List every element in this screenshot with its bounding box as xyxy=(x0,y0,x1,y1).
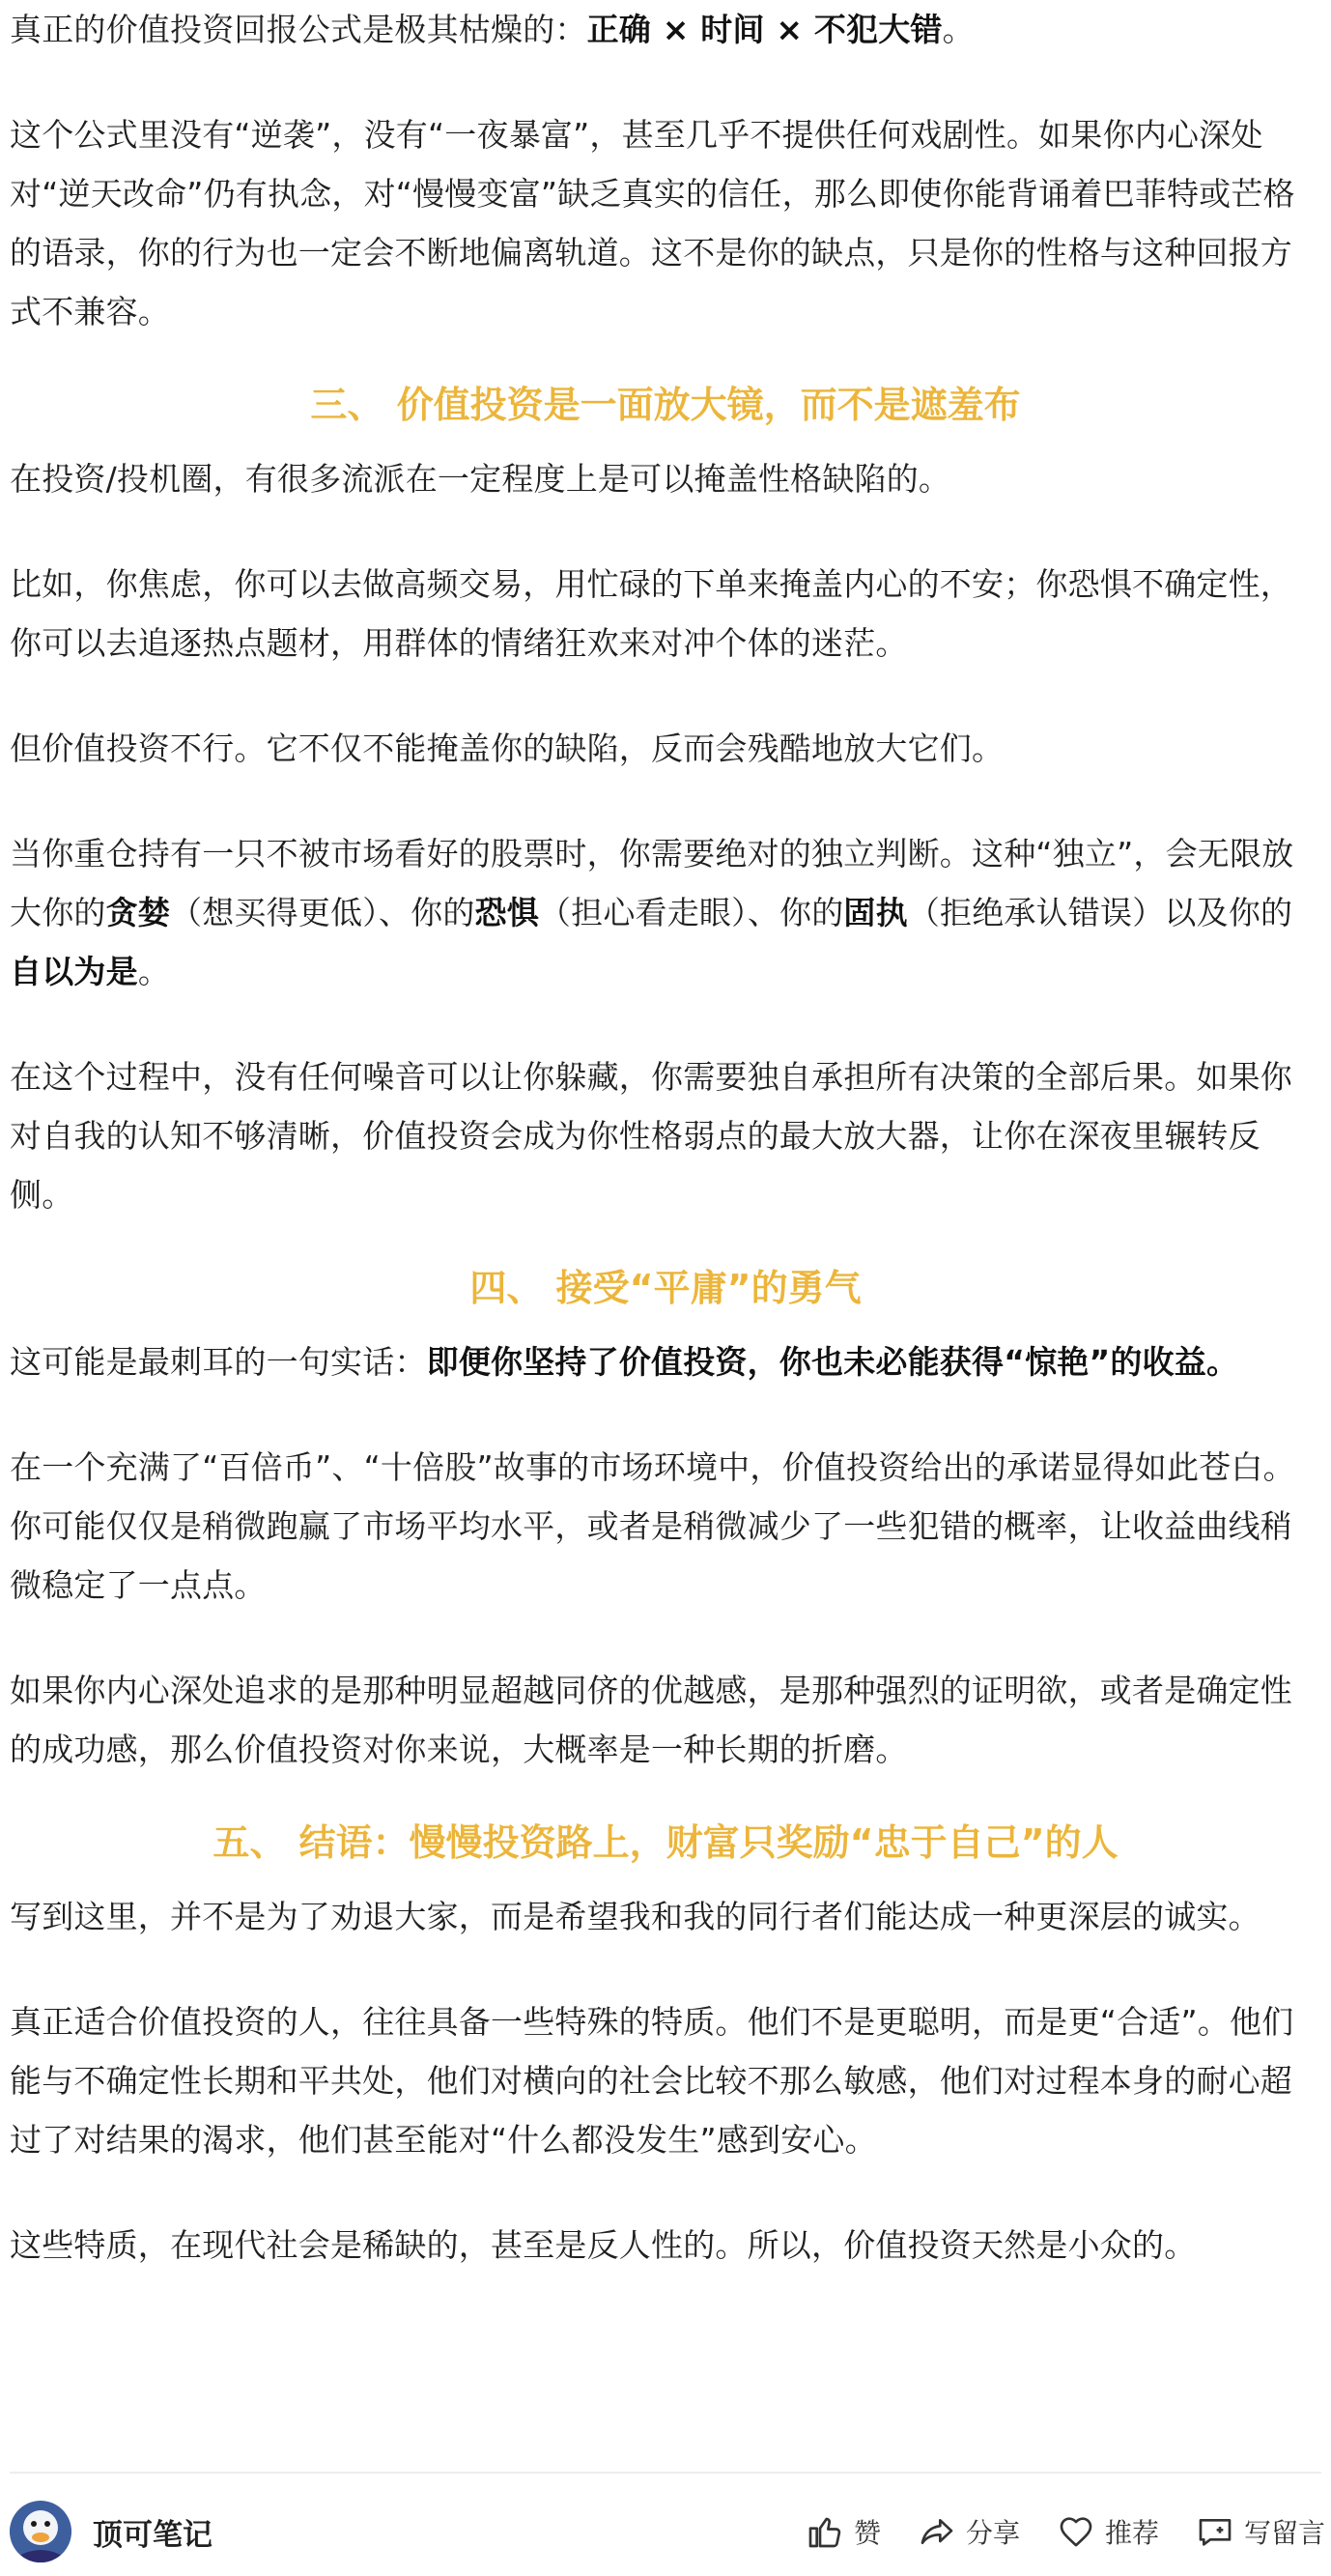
formula-text: 正确 × 时间 × 不犯大错 xyxy=(586,11,943,48)
footer-divider xyxy=(10,2472,1321,2474)
bold-term: 自以为是 xyxy=(10,953,138,990)
paragraph-traits xyxy=(10,824,1321,1001)
share-label: 分享 xyxy=(965,2517,1020,2549)
share-icon xyxy=(918,2512,956,2551)
text-span: 这可能是最刺耳的一句实话： xyxy=(10,1343,427,1381)
bottom-action-bar xyxy=(0,2487,1331,2576)
bold-term: 固执 xyxy=(843,894,908,931)
recommend-button[interactable] xyxy=(1057,2512,1159,2551)
comment-button[interactable] xyxy=(1196,2512,1325,2551)
heart-icon xyxy=(1057,2512,1095,2551)
formula-lead: 真正的价值投资回报公式是极其枯燥的： xyxy=(10,11,587,48)
avatar-icon xyxy=(10,2501,71,2562)
paragraph: 在这个过程中，没有任何噪音可以让你躲藏，你需要独自承担所有决策的全部后果。如果你对自我的认知不够清晰，价值投资会成为你性格弱点的最大放大器，让你在深夜里辗转反侧。 xyxy=(10,1058,1292,1214)
section-heading-5: 五、 结语：慢慢投资路上，财富只奖励“忠于自己”的人 xyxy=(212,1821,1119,1864)
author-name[interactable]: 顶可笔记 xyxy=(93,2517,212,2553)
text-span: 。 xyxy=(137,953,171,990)
paragraph: 这个公式里没有“逆袭”，没有“一夜暴富”，甚至几乎不提供任何戏剧性。如果你内心深处对“逆天改命”仍有执念，对“慢慢变富”缺乏真实的信任，那么即使你能背诵着巴菲特或芒格的语录，你的行为也一定会不断地偏离轨道。这不是你的缺点，只是你的性格与这种回报方式不兼容。 xyxy=(10,116,1295,330)
comment-label: 写留言 xyxy=(1243,2517,1325,2549)
text-span: （拒绝承认错误）以及你的 xyxy=(907,894,1293,931)
paragraph: 这些特质，在现代社会是稀缺的，甚至是反人性的。所以，价值投资天然是小众的。 xyxy=(10,2226,1197,2264)
text-span: （担心看走眼）、你的 xyxy=(538,894,844,931)
thumbs-up-icon xyxy=(806,2512,844,2551)
text-span: （想买得更低）、你的 xyxy=(170,894,475,931)
paragraph: 但价值投资不行。它不仅不能掩盖你的缺陷，反而会残酷地放大它们。 xyxy=(10,730,1005,767)
share-button[interactable] xyxy=(918,2512,1020,2551)
bold-term: 恐惧 xyxy=(474,894,539,931)
section-heading-4: 四、 接受“平庸”的勇气 xyxy=(469,1267,862,1309)
formula-end: 。 xyxy=(942,11,975,48)
like-button[interactable] xyxy=(806,2512,881,2551)
paragraph: 在投资/投机圈，有很多流派在一定程度上是可以掩盖性格缺陷的。 xyxy=(10,460,951,498)
section-heading-3: 三、 价值投资是一面放大镜，而不是遮羞布 xyxy=(310,384,1021,426)
recommend-label: 推荐 xyxy=(1104,2517,1159,2549)
bold-statement: 即便你坚持了价值投资，你也未必能获得“惊艳”的收益。 xyxy=(426,1343,1239,1381)
paragraph: 真正适合价值投资的人，往往具备一些特殊的特质。他们不是更聪明，而是更“合适”。他们能与不确定性长期和平共处，他们对横向的社会比较不那么敏感，他们对过程本身的耐心超过了对结果的渴求，他们甚至能对“什么都没发生”感到安心。 xyxy=(10,2003,1294,2159)
comment-icon xyxy=(1196,2512,1234,2551)
bold-term: 贪婪 xyxy=(105,894,171,931)
article-body xyxy=(10,0,1321,2275)
paragraph-formula xyxy=(10,0,1321,59)
avatar[interactable] xyxy=(10,2501,71,2562)
like-label: 赞 xyxy=(853,2517,881,2549)
paragraph: 比如，你焦虑，你可以去做高频交易，用忙碌的下单来掩盖内心的不安；你恐惧不确定性，你可以去追逐热点题材，用群体的情绪狂欢来对冲个体的迷茫。 xyxy=(10,565,1292,662)
paragraph: 如果你内心深处追求的是那种明显超越同侪的优越感，是那种强烈的证明欲，或者是确定性的成功感，那么价值投资对你来说，大概率是一种长期的折磨。 xyxy=(10,1672,1292,1768)
paragraph-truth xyxy=(10,1332,1321,1391)
author-info[interactable] xyxy=(10,2501,212,2562)
paragraph: 在一个充满了“百倍币”、“十倍股”故事的市场环境中，价值投资给出的承诺显得如此苍白。你可能仅仅是稍微跑赢了市场平均水平，或者是稍微减少了一些犯错的概率，让收益曲线稍微稳定了一点点。 xyxy=(10,1448,1295,1604)
text-span: 当你重仓持有一只不被市场看好的股票时，你需要绝对的独立判断。这种“独立”，会无限放大你的 xyxy=(10,835,1294,931)
action-group xyxy=(769,2487,1325,2576)
paragraph: 写到这里，并不是为了劝退大家，而是希望我和我的同行者们能达成一种更深层的诚实。 xyxy=(10,1898,1260,1935)
